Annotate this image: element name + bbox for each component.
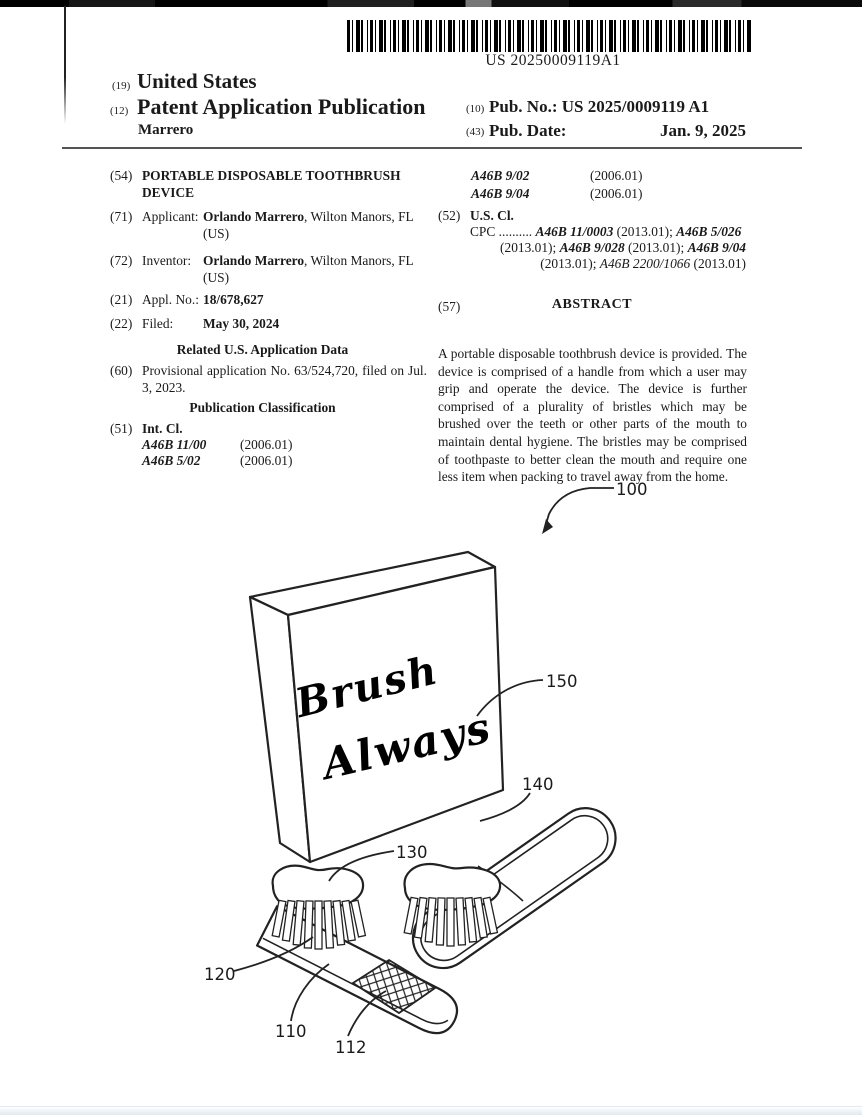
- barcode: [347, 20, 751, 52]
- application-number: 18/678,627: [203, 292, 264, 307]
- appl-no-row: (21) Appl. No.: 18/678,627: [110, 292, 264, 307]
- cpc-line-2: (2013.01); A46B 9/028 (2013.01); A46B 9/04: [500, 240, 746, 255]
- provisional-row: (60) Provisional application No. 63/524,720, filed on Jul. 3, 2023.: [110, 363, 427, 395]
- intcl-code: A46B 9/04: [471, 186, 530, 201]
- applicant-value: Orlando Marrero, Wilton Manors, FL (US): [203, 209, 414, 241]
- arrowhead-100: [542, 519, 553, 534]
- publication-date-label: Pub. Date:: [489, 121, 567, 140]
- publication-date-value: Jan. 9, 2025: [660, 121, 746, 140]
- intcl-label: Int. Cl.: [142, 421, 183, 436]
- invention-title: PORTABLE DISPOSABLE TOOTHBRUSH DEVICE: [142, 168, 401, 200]
- applicant-row: (71) Applicant: Orlando Marrero, Wilton Manors, FL (US): [110, 209, 440, 242]
- packaging-box: [250, 552, 503, 862]
- box-brand-line1: Brush: [290, 646, 444, 728]
- inventor-row: (72) Inventor: Orlando Marrero, Wilton Manors, FL (US): [110, 253, 440, 286]
- uscl-label: U.S. Cl.: [470, 208, 514, 223]
- intcl-year: (2006.01): [240, 453, 293, 468]
- field-19: (19): [112, 80, 131, 92]
- box-brand-line2: Always: [317, 702, 497, 789]
- figure-label-100: 100: [616, 480, 648, 499]
- abstract-text: A portable disposable toothbrush device is provided. The device is comprised of a handle from which a user may grip and operate the device. The device is further comprised of a plurality of bristles which may be brushed over the teeth or other parts of the mouth to maintain dental hygiene. The bristles may be comprised of toothpaste to better clean the mouth and require one less item when packing to travel away from the home.: [438, 346, 747, 485]
- publication-classification-header: Publication Classification: [189, 400, 336, 415]
- country-name: United States: [137, 69, 257, 93]
- intcl-row: (51) Int. Cl.: [110, 421, 183, 436]
- publication-number: Pub. No.: US 2025/0009119 A1: [489, 97, 710, 116]
- title-row: (54) PORTABLE DISPOSABLE TOOTHBRUSH DEVICE: [110, 168, 425, 201]
- field-57: (57): [438, 299, 461, 314]
- intcl-year: (2006.01): [590, 168, 643, 183]
- figure-drawing: [0, 455, 862, 1110]
- first-inventor-surname: Marrero: [138, 122, 194, 138]
- field-10: (10): [466, 103, 485, 115]
- scan-artifact-top: [0, 0, 862, 7]
- cpc-line-1: CPC .......... A46B 11/0003 (2013.01); A46B 5/026: [470, 224, 742, 239]
- intcl-code: A46B 11/00: [142, 437, 207, 452]
- figure-label-120: 120: [204, 965, 236, 984]
- intcl-year: (2006.01): [240, 437, 293, 452]
- cased-toothbrush: [404, 864, 500, 946]
- intcl-code: A46B 5/02: [142, 453, 201, 468]
- leader-100: [546, 488, 614, 524]
- uscl-row: (52) U.S. Cl.: [438, 208, 514, 223]
- leader-140: [480, 793, 530, 821]
- intcl-code: A46B 9/02: [471, 168, 530, 183]
- related-data-header: Related U.S. Application Data: [176, 342, 349, 357]
- field-12: (12): [110, 105, 129, 117]
- barcode-text: US 20250009119A1: [485, 52, 621, 69]
- scan-artifact-bottom: [0, 1106, 862, 1115]
- figure-label-130: 130: [396, 843, 428, 862]
- scan-artifact-left-edge: [64, 6, 66, 124]
- publication-type-title: Patent Application Publication: [137, 94, 426, 119]
- abstract-header: ABSTRACT: [551, 297, 633, 312]
- figure-label-110: 110: [275, 1022, 307, 1041]
- figure-label-150: 150: [546, 672, 578, 691]
- provisional-text: Provisional application No. 63/524,720, filed on Jul. 3, 2023.: [142, 363, 427, 395]
- figure-label-140: 140: [522, 775, 554, 794]
- figure-label-112: 112: [335, 1038, 367, 1057]
- inventor-value: Orlando Marrero, Wilton Manors, FL (US): [203, 253, 414, 285]
- intcl-year: (2006.01): [590, 186, 643, 201]
- cpc-line-3: (2013.01); A46B 2200/1066 (2013.01): [540, 256, 746, 271]
- filing-date: May 30, 2024: [203, 316, 280, 331]
- field-43: (43): [466, 126, 485, 138]
- filed-row: (22) Filed: May 30, 2024: [110, 316, 280, 331]
- header-divider: [62, 147, 802, 149]
